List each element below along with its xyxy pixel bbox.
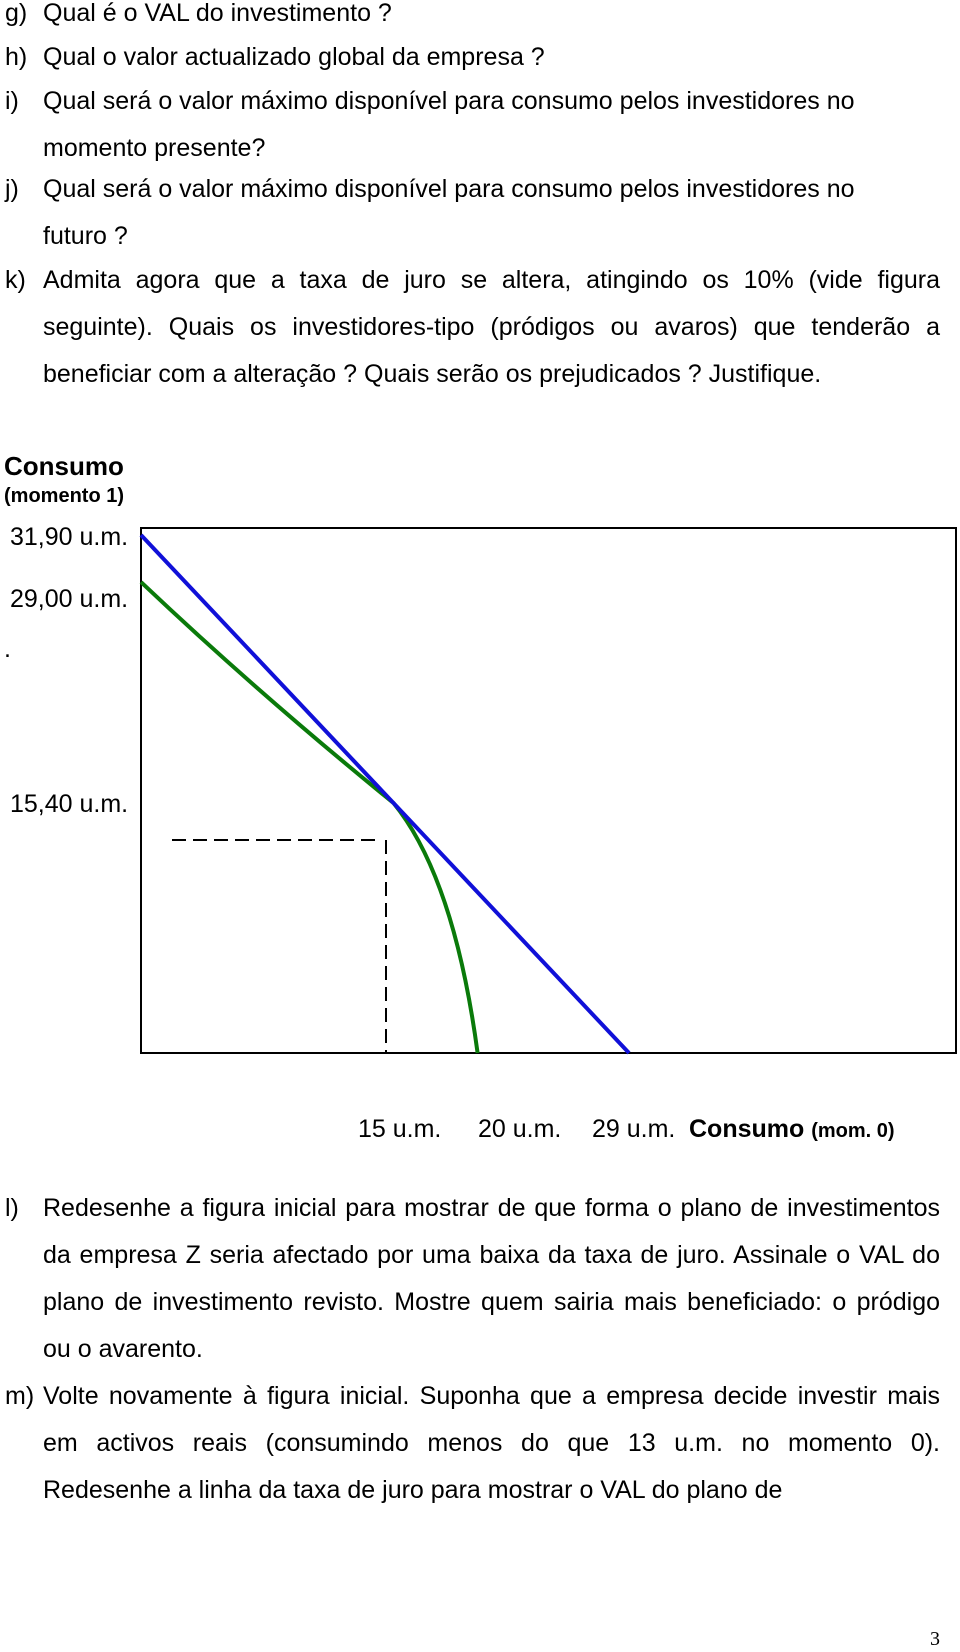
x-axis-title-suffix: (mom. 0) (811, 1120, 895, 1142)
question-m (0, 1373, 940, 1514)
question-letter: l) (5, 1194, 19, 1222)
question-j (0, 166, 940, 260)
y-tick-label: 31,90 u.m. (10, 523, 129, 551)
question-text: Qual será o valor máximo disponível para consumo pelos investidores no futuro ? (43, 175, 855, 250)
x-axis-title (689, 1115, 895, 1144)
question-text: Qual será o valor máximo disponível para consumo pelos investidores no momento presente? (43, 87, 855, 162)
stray-dot: . (4, 635, 11, 663)
y-axis-title: Consumo (4, 451, 124, 481)
y-tick-label: 29,00 u.m. (10, 585, 129, 613)
question-letter: i) (5, 87, 19, 115)
question-letter: k) (5, 266, 26, 294)
question-text: Qual o valor actualizado global da empresa ? (43, 43, 545, 71)
y-tick-label: 15,40 u.m. (10, 790, 129, 818)
question-letter: j) (5, 175, 19, 203)
chart-svg (0, 455, 960, 1165)
question-letter: h) (5, 43, 28, 71)
question-g (0, 0, 940, 37)
question-text: Admita agora que a taxa de juro se altera, atingindo os 10% (vide figura seguinte). Quais os investidores-tipo (pródigos ou avaros) que tenderão a beneficiar com a alteração ? Quais serão os prejudicados ? Justifique. (43, 266, 940, 388)
x-tick-label: 20 u.m. (478, 1115, 562, 1143)
x-tick-label: 15 u.m. (358, 1115, 442, 1143)
y-axis-subtitle: (momento 1) (4, 485, 124, 507)
question-letter: g) (5, 0, 28, 27)
question-letter: m) (5, 1382, 35, 1410)
question-k (0, 257, 940, 398)
question-text: Qual é o VAL do investimento ? (43, 0, 392, 27)
question-h (0, 34, 940, 81)
chart-frame (141, 528, 956, 1053)
question-text: Redesenhe a figura inicial para mostrar de que forma o plano de investimentos da empresa Z seria afectado por uma baixa da taxa de juro. Assinale o VAL do plano de investimento revisto. Mostre quem sairia mais beneficiado: o pródigo ou o avarento. (43, 1194, 940, 1363)
question-l (0, 1185, 940, 1373)
investment-opportunity-curve (141, 582, 478, 1053)
page-number: 3 (930, 1628, 940, 1650)
consumption-chart (0, 451, 960, 1165)
x-tick-label: 29 u.m. (592, 1115, 676, 1143)
x-axis-title-main: Consumo (689, 1115, 805, 1143)
question-i (0, 78, 940, 172)
question-text: Volte novamente à figura inicial. Suponha que a empresa decide investir mais em activos reais (consumindo menos do que 13 u.m. no momento 0). Redesenhe a linha da taxa de juro para mostrar o VAL do plano de (43, 1382, 940, 1504)
